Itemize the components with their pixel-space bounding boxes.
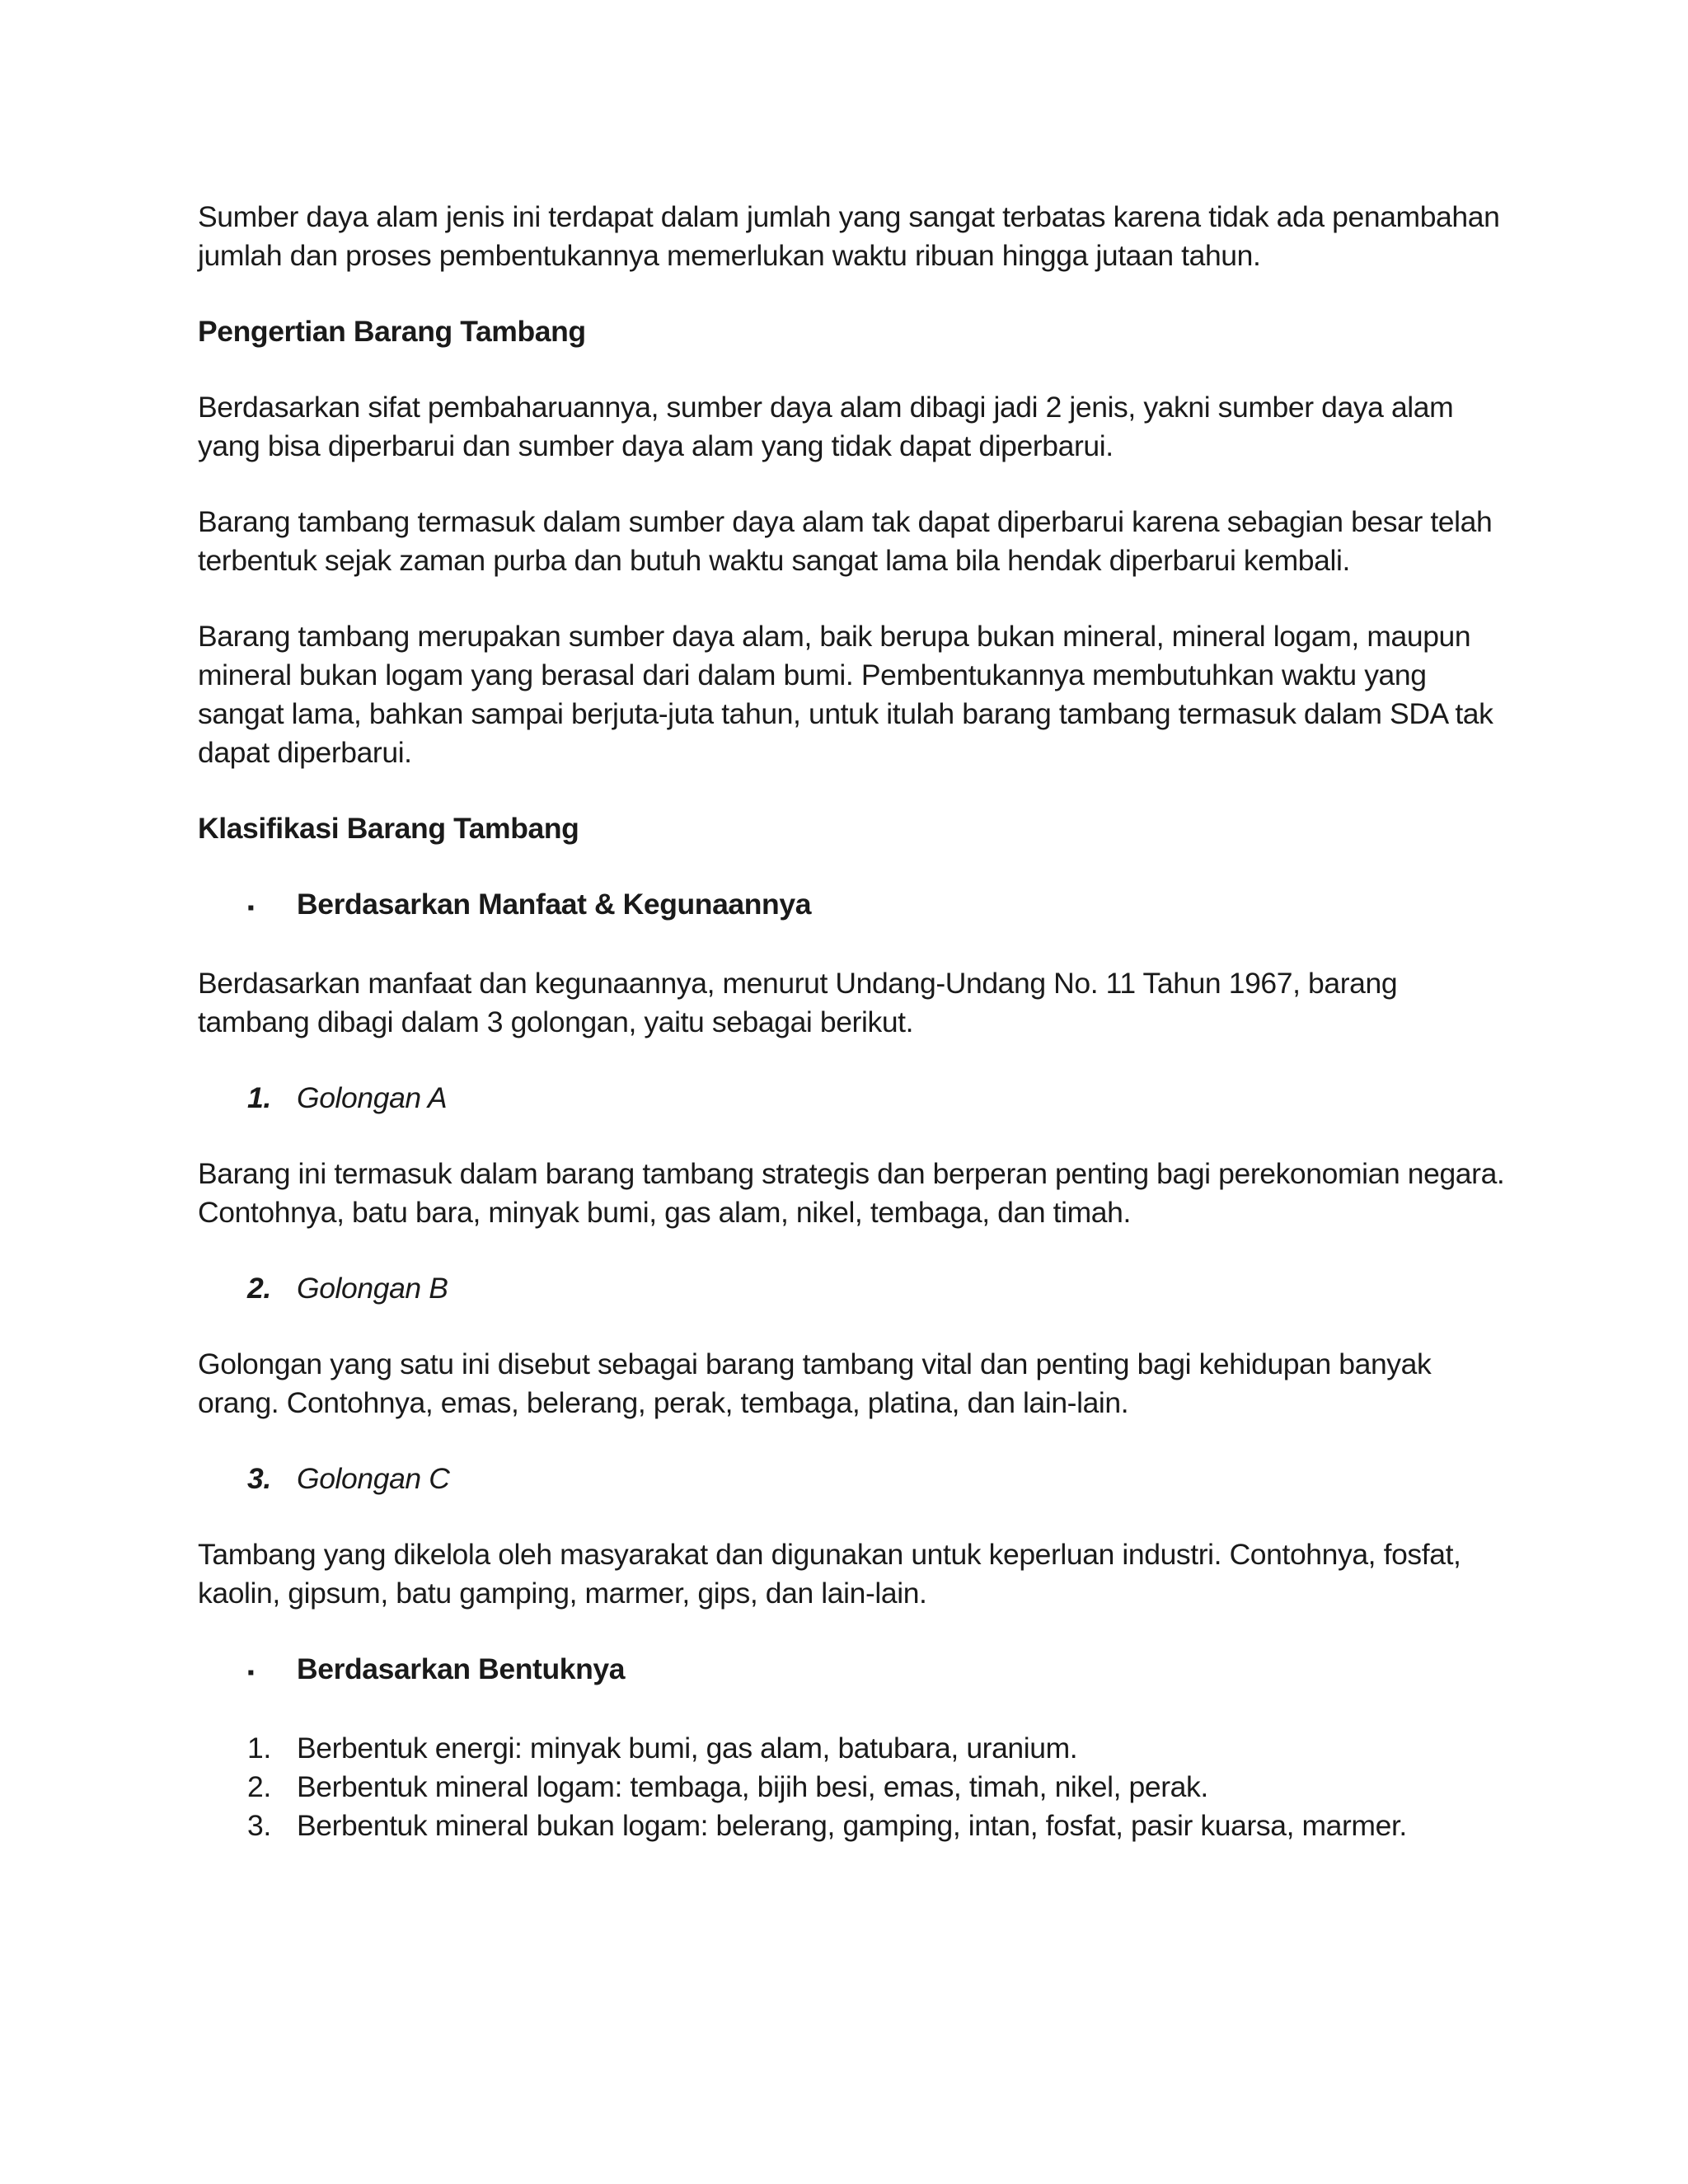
golongan-a-number: 1. — [247, 1081, 271, 1114]
golongan-b-number: 2. — [247, 1272, 271, 1305]
golongan-c-heading — [198, 1460, 1508, 1498]
heading-klasifikasi: Klasifikasi Barang Tambang — [198, 812, 579, 845]
paragraph-definisi: Barang tambang merupakan sumber daya alam, baik berupa bukan mineral, mineral logam, maupun mineral bukan logam yang berasal dari dalam bumi. Pembentukannya membutuhkan waktu yang sangat lama, bahkan sampai berjuta-juta tahun, untuk itulah barang tambang termasuk dalam SDA tak dapat diperbarui. — [198, 620, 1493, 769]
bullet-manfaat-label: Berdasarkan Manfaat & Kegunaannya — [297, 888, 812, 921]
square-bullet-icon: ▪ — [247, 897, 255, 919]
list-item — [198, 1807, 1508, 1845]
paragraph-sifat: Berdasarkan sifat pembaharuannya, sumber daya alam dibagi jadi 2 jenis, yakni sumber daya alam yang bisa diperbarui dan sumber daya alam yang tidak dapat diperbarui. — [198, 391, 1454, 462]
list-item-text: Berbentuk mineral logam: tembaga, bijih besi, emas, timah, nikel, perak. — [297, 1770, 1208, 1803]
intro-paragraph: Sumber daya alam jenis ini terdapat dalam jumlah yang sangat terbatas karena tidak ada penambahan jumlah dan proses pembentukannya memerlukan waktu ribuan hingga jutaan tahun. — [198, 200, 1500, 272]
list-item-number: 1. — [247, 1732, 271, 1765]
square-bullet-icon: ▪ — [247, 1661, 255, 1684]
document-body — [198, 198, 1508, 1845]
golongan-b-label: Golongan B — [297, 1272, 448, 1305]
paragraph-manfaat: Berdasarkan manfaat dan kegunaannya, menurut Undang-Undang No. 11 Tahun 1967, barang tambang dibagi dalam 3 golongan, yaitu sebagai berikut. — [198, 967, 1398, 1038]
heading-pengertian: Pengertian Barang Tambang — [198, 315, 586, 348]
bullet-manfaat — [198, 885, 1508, 927]
paragraph-tak-dapat-diperbarui: Barang tambang termasuk dalam sumber daya alam tak dapat diperbarui karena sebagian besar telah terbentuk sejak zaman purba dan butuh waktu sangat lama bila hendak diperbarui kembali. — [198, 505, 1493, 577]
list-item-text: Berbentuk energi: minyak bumi, gas alam, batubara, uranium. — [297, 1732, 1078, 1765]
list-item-number: 2. — [247, 1770, 271, 1803]
list-item — [198, 1768, 1508, 1807]
list-item-number: 3. — [247, 1809, 271, 1842]
list-item-text: Berbentuk mineral bukan logam: belerang, gamping, intan, fosfat, pasir kuarsa, marmer. — [297, 1809, 1407, 1842]
bullet-bentuk-label: Berdasarkan Bentuknya — [297, 1652, 626, 1685]
golongan-a-heading — [198, 1079, 1508, 1118]
list-item — [198, 1729, 1508, 1768]
paragraph-golongan-b: Golongan yang satu ini disebut sebagai barang tambang vital dan penting bagi kehidupan banyak orang. Contohnya, emas, belerang, perak, tembaga, platina, dan lain-lain. — [198, 1347, 1432, 1419]
paragraph-golongan-c: Tambang yang dikelola oleh masyarakat dan digunakan untuk keperluan industri. Contohnya, fosfat, kaolin, gipsum, batu gamping, marmer, gips, dan lain-lain. — [198, 1538, 1461, 1610]
golongan-c-number: 3. — [247, 1462, 271, 1495]
bentuk-list — [198, 1729, 1508, 1845]
golongan-c-label: Golongan C — [297, 1462, 450, 1495]
bullet-bentuk — [198, 1650, 1508, 1692]
golongan-a-label: Golongan A — [297, 1081, 448, 1114]
paragraph-golongan-a: Barang ini termasuk dalam barang tambang strategis dan berperan penting bagi perekonomian negara. Contohnya, batu bara, minyak bumi, gas alam, nikel, tembaga, dan timah. — [198, 1157, 1505, 1229]
golongan-b-heading — [198, 1269, 1508, 1308]
